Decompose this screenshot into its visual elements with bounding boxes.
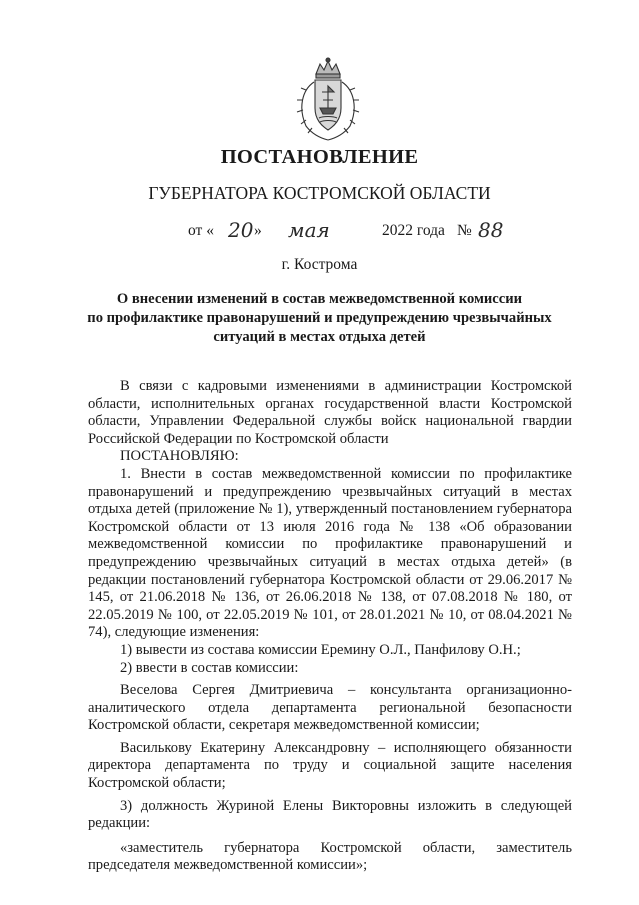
date-month-handwritten: мая <box>288 218 330 242</box>
document-title: ПОСТАНОВЛЕНИЕ <box>220 146 419 168</box>
subclause-3-paragraph: 3) должность Журиной Елены Викторовны изложить в следующей редакции: <box>88 797 572 832</box>
resolve-paragraph: ПОСТАНОВЛЯЮ: <box>120 448 239 465</box>
city-line: г. Кострома <box>281 256 358 273</box>
date-prefix: от « <box>188 222 214 239</box>
heading-line: по профилактике правонарушений и предупреждению чрезвычайных <box>87 310 552 326</box>
issuer-title: ГУБЕРНАТОРА КОСТРОМСКОЙ ОБЛАСТИ <box>148 183 491 203</box>
document-body <box>88 378 572 875</box>
date-line <box>188 219 508 245</box>
subclause-1-paragraph: 1) вывести из состава комиссии Еремину О.Л., Панфилову О.Н.; <box>120 641 521 658</box>
member-veselov-paragraph: Веселова Сергея Дмитриевича – консультанта организационно-аналитического отдела департамента региональной безопасности Костромской области, секретаря межведомственной комиссии; <box>88 682 572 734</box>
document-heading <box>0 290 639 347</box>
clause-1-paragraph: 1. Внести в состав межведомственной комиссии по профилактике правонарушений и предупреждению чрезвычайных ситуаций в местах отдыха детей (приложение № 1), утвержденный постановлением губернатора Костромской области от 13 июля 2016 года № 138 «Об образовании межведомственной комиссии по профилактике правонарушений и предупреждению чрезвычайных ситуаций в местах отдыха детей» (в редакции постановлений губернатора Костромской области от 29.06.2017 № 145, от 21.06.2018 № 136, от 26.06.2018 № 138, от 07.08.2018 № 180, от 22.05.2019 № 100, от 22.05.2019 № 101, от 28.01.2021 № 10, от 08.04.2021 № 74), следующие изменения: <box>88 465 572 641</box>
preamble-paragraph: В связи с кадровыми изменениями в администрации Костромской области, исполнительных органах государственной власти Костромской области, Управлении Федеральной службы войск национальной гвардии Российской Федерации по Костромской области <box>88 378 572 447</box>
date-mid: » <box>254 222 262 239</box>
heading-line: ситуаций в местах отдыха детей <box>213 329 426 345</box>
number-label: № <box>457 222 472 239</box>
subclause-2-paragraph: 2) ввести в состав комиссии: <box>120 659 299 676</box>
new-position-paragraph: «заместитель губернатора Костромской области, заместитель председателя межведомственной комиссии»; <box>88 839 572 874</box>
member-vasilkova-paragraph: Василькову Екатерину Александровну – исполняющего обязанности директора департамента по труду и социальной защите населения Костромской области; <box>88 739 572 792</box>
document-number-handwritten: 88 <box>478 218 504 242</box>
heading-line: О внесении изменений в состав межведомственной комиссии <box>116 291 523 307</box>
date-day-handwritten: 20 <box>228 218 254 242</box>
date-year: 2022 года <box>382 222 445 239</box>
coat-of-arms-emblem <box>292 56 364 142</box>
